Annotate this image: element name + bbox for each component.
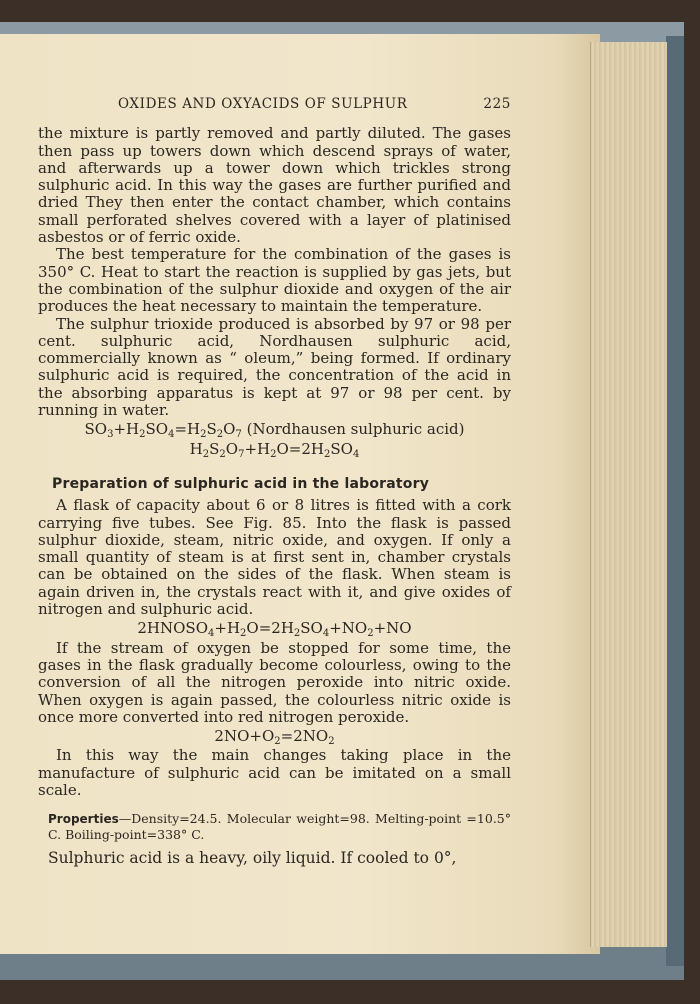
- equation-oleum: $SO_3+H_2SO_4=H_2S_2O_7$ (Nordhausen sulphuric acid): [84, 420, 465, 441]
- paragraph-4: A flask of capacity about 6 or 8 litres is fitted with a cork carrying five tubes. See Fig. 85. Into the flask is passed sulphur dioxide, steam, nitric oxide, and oxygen. If only a small quantity of steam is at first sent in, chamber crystals can be obtained on the sides of the flask. When steam is again driven in, the crystals react with it, and give oxides of nitrogen and sulphuric acid.: [38, 496, 511, 619]
- equation-dilution: $H_2S_2O_7+H_2O=2H_2SO_4$: [189, 439, 360, 460]
- properties-text: —Density=24.5. Molecular weight=98. Melting-point =10.5° C. Boiling-point=338° C.: [48, 811, 511, 843]
- running-head: OXIDES AND OXYACIDS OF SULPHUR: [118, 96, 408, 112]
- page-header: [118, 96, 511, 113]
- paragraph-1: the mixture is partly removed and partly diluted. The gases then pass up towers down which descend sprays of water, and afterwards up a tower down which trickles strong sulphuric acid. In this way the gases are further purified and dried They then enter the contact chamber, which contains small perforated shelves covered with a layer of platinised asbestos or of ferric oxide.: [38, 124, 511, 247]
- paragraph-5: If the stream of oxygen be stopped for some time, the gases in the flask gradually become colourless, owing to the conversion of all the nitrogen peroxide into nitric oxide. When oxygen is again passed, the colourless nitric oxide is once more converted into red nitrogen peroxide.: [38, 638, 511, 726]
- last-line: Sulphuric acid is a heavy, oily liquid. If cooled to 0°,: [48, 849, 457, 868]
- page-edges: [590, 42, 667, 947]
- section-heading: Preparation of sulphuric acid in the laboratory: [52, 475, 430, 492]
- equation-nitric-oxide: $2NO+O_2=2NO_2$: [214, 727, 335, 748]
- paragraph-6: In this way the main changes taking place in the manufacture of sulphuric acid can be imitated on a small scale.: [38, 746, 511, 799]
- equation-note: (Nordhausen sulphuric acid): [246, 420, 465, 439]
- properties: [48, 811, 511, 842]
- cover-right-edge: [666, 36, 684, 966]
- page-text: [38, 96, 511, 868]
- paragraph-3: The sulphur trioxide produced is absorbed by 97 or 98 per cent. sulphuric acid, Nordhausen sulphuric acid, commercially known as “ oleum,” being formed. If ordinary sulphuric acid is required, the concentration of the acid in the absorbing apparatus is kept at 97 or 98 per cent. by running in water.: [38, 314, 511, 420]
- paragraph-2: The best temperature for the combination of the gases is 350° C. Heat to start the reaction is supplied by gas jets, but the combination of the sulphur dioxide and oxygen of the air produces the heat necessary to maintain the temperature.: [38, 245, 511, 316]
- page-number: 225: [483, 96, 511, 112]
- properties-label: Properties: [48, 812, 119, 827]
- equation-chamber-crystals: $2HNOSO_4+H_2O=2H_2SO_4+NO_2+NO$: [137, 619, 412, 640]
